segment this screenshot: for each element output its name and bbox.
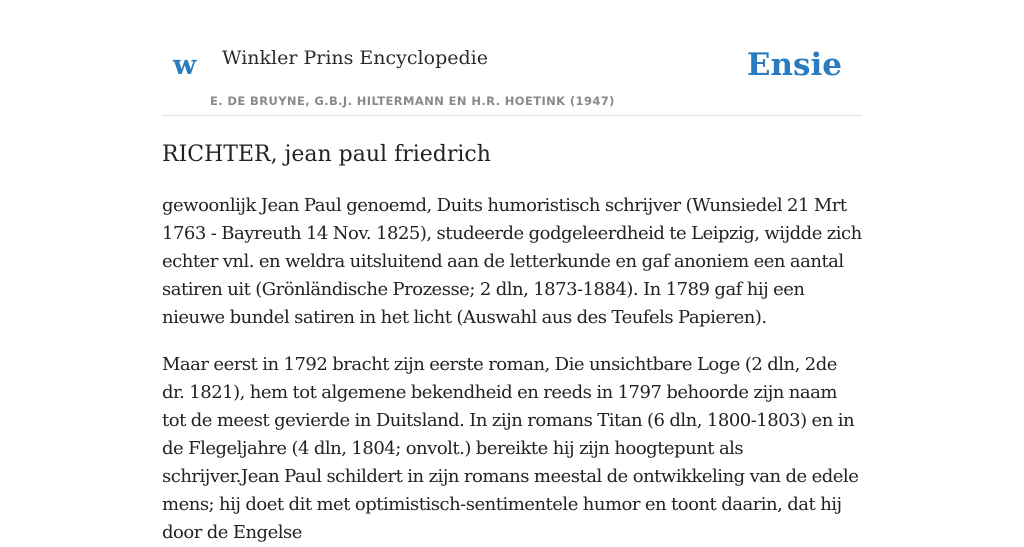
entry-content [162, 140, 862, 547]
publication-title[interactable]: Winkler Prins Encyclopedie [222, 47, 488, 69]
publication-logo-icon[interactable]: w [173, 50, 197, 81]
site-header [162, 0, 862, 116]
ensie-logo-link[interactable]: Ensie [746, 47, 842, 83]
entry-title: RICHTER, jean paul friedrich [162, 142, 491, 167]
entry-paragraph: Maar eerst in 1792 bracht zijn eerste roman, Die unsichtbare Loge (2 dln, 2de dr. 1821), hem tot algemene bekendheid en reeds in 1797 behoorde zijn naam tot de meest gevierde in Duitsland. In zijn romans Titan (6 dln, 1800-1803) en in de Flegeljahre (4 dln, 1804; onvolt.) bereikte hij zijn hoogtepunt als schrijver.Jean Paul schildert in zijn romans meestal de ontwikkeling van de edele mens; hij doet dit met optimistisch-sentimentele humor en toont daarin, dat hij door de Engelse [162, 354, 859, 543]
publication-authors: E. DE BRUYNE, G.B.J. HILTERMANN EN H.R. HOETINK (1947) [210, 94, 615, 108]
entry-paragraph: gewoonlijk Jean Paul genoemd, Duits humoristisch schrijver (Wunsiedel 21 Mrt 1763 - Bayreuth 14 Nov. 1825), studeerde godgeleerdheid te Leipzig, wijdde zich echter vnl. en weldra uitsluitend aan de letterkunde en gaf anoniem een aantal satiren uit (Grönländische Prozesse; 2 dln, 1873-1884). In 1789 gaf hij een nieuwe bundel satiren in het licht (Auswahl aus des Teufels Papieren). [162, 195, 862, 328]
